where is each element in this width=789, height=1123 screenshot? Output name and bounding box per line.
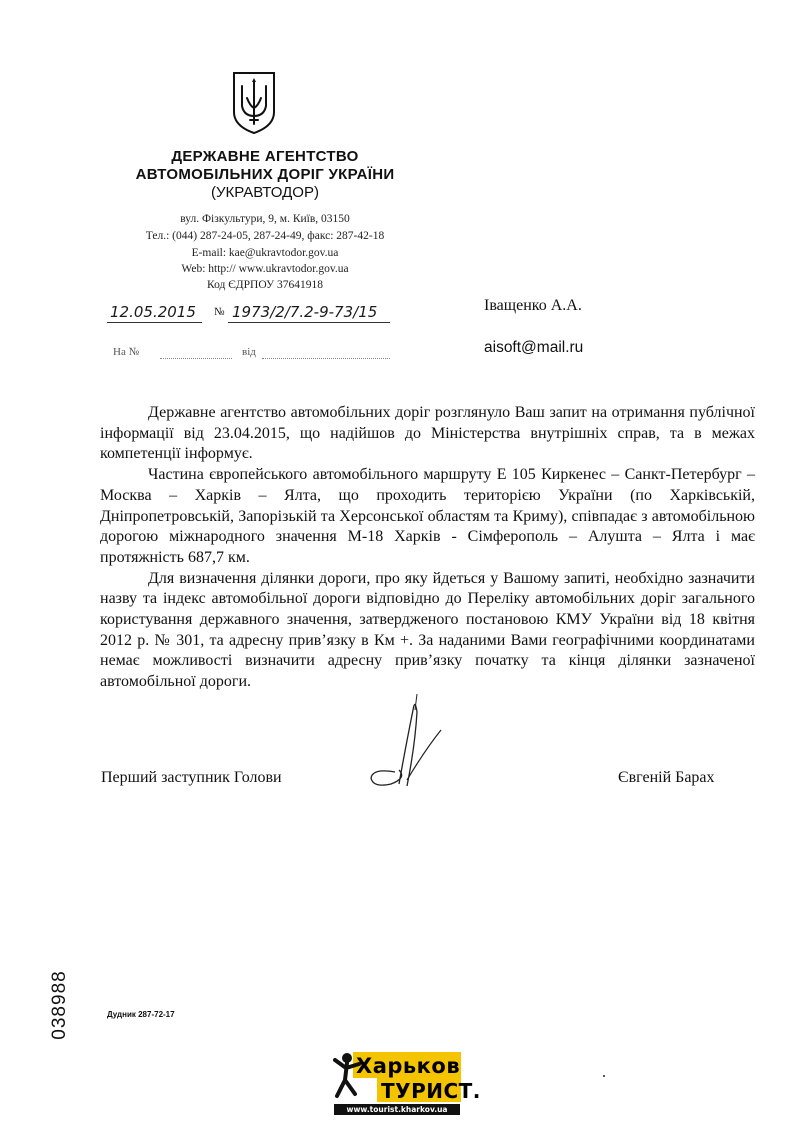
body-paragraph-1: Державне агентство автомобільних доріг розглянуло Ваш запит на отримання публічної інформації від 23.04.2015, що надійшов до Міністерства внутрішніх справ, та в межах компетенції інформує. — [100, 404, 755, 463]
logo-word-tourist: ТУРИСТ. — [381, 1079, 481, 1103]
agency-phone: Тел.: (044) 287-24-05, 287-24-49, факс: 287-42-18 — [145, 230, 385, 242]
handwritten-signature — [355, 690, 465, 790]
agency-name-line1: ДЕРЖАВНЕ АГЕНТСТВО — [171, 148, 359, 165]
registration-stamp-number: 038988 — [49, 970, 70, 1040]
agency-email: E-mail: kae@ukravtodor.gov.ua — [191, 247, 339, 259]
signatory-name: Євгеній Барах — [618, 769, 715, 786]
body-paragraph-2: Частина європейського автомобільного маршруту Е 105 Киркенес – Санкт-Петербург – Москва – Харків – Ялта, що проходить територією України (по Харківській, Дніпропетровській, Запорізькій та Херсонської областям та Криму), співпадає з автомобільною дорогою міжнародного значення М-18 Харків - Сімферополь – Алушта – Ялта і має протяжність 687,7 км. — [100, 466, 755, 566]
agency-address: вул. Фізкультури, 9, м. Київ, 03150 — [180, 213, 350, 225]
number-underline — [228, 322, 390, 323]
agency-edrpou-code: Код ЄДРПОУ 37641918 — [206, 279, 324, 291]
agency-website: Web: http:// www.ukravtodor.gov.ua — [181, 263, 349, 275]
recipient-name: Іващенко А.А. — [484, 297, 582, 314]
agency-name-line2: АВТОМОБІЛЬНИХ ДОРІГ УКРАЇНИ — [135, 166, 395, 183]
date-underline — [107, 322, 202, 323]
coat-of-arms-icon — [230, 70, 278, 136]
logo-word-kharkov: Харьков — [356, 1054, 461, 1078]
incoming-date-label: від — [242, 346, 256, 358]
signatory-position: Перший заступник Голови — [101, 769, 282, 786]
executor-info: Дудник 287-72-17 — [107, 1010, 175, 1019]
outgoing-date: 12.05.2015 — [110, 303, 196, 321]
scan-speck — [603, 1075, 605, 1077]
letter-body — [100, 403, 755, 693]
outgoing-number: 1973/2/7.2-9-73/15 — [232, 303, 378, 321]
recipient-email: aisoft@mail.ru — [484, 339, 584, 356]
incoming-number-blank — [160, 357, 232, 359]
outgoing-number-label: № — [214, 306, 225, 318]
incoming-date-blank — [262, 357, 390, 359]
incoming-number-label: На № — [113, 346, 140, 358]
agency-abbreviation: (УКРАВТОДОР) — [211, 184, 319, 201]
logo-url: www.tourist.kharkov.ua — [334, 1104, 460, 1115]
body-paragraph-3: Для визначення ділянки дороги, про яку йдеться у Вашому запиті, необхідно зазначити назву та індекс автомобільної дороги відповідно до Переліку автомобільних доріг загального користування державного значення, затвердженого постановою КМУ України від 18 квітня 2012 р. № 301, та адресну прив’язку в Км +. За наданими Вами географічними координатами немає можливості визначити адресну прив’язку початку та кінця ділянки зазначеної автомобільної дороги. — [100, 569, 755, 691]
